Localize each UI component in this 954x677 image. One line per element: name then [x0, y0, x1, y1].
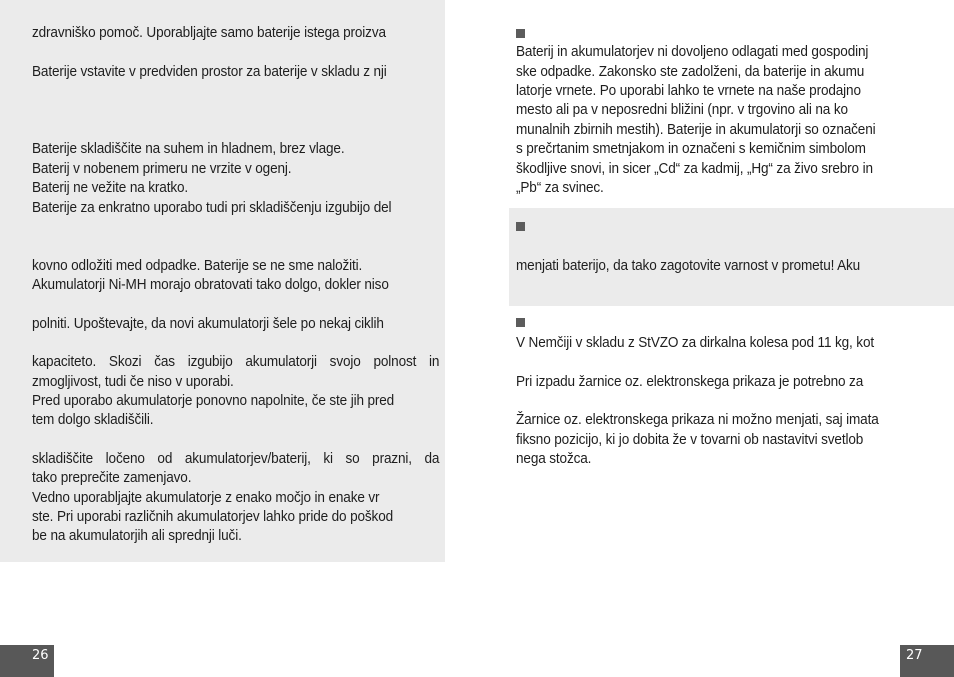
left-line: Baterije skladiščite na suhem in hladnem, brez vlage.: [32, 141, 345, 157]
left-line: tem dolgo skladiščili.: [32, 412, 154, 428]
right-line: mesto ali pa v neposredni bližini (npr. v trgovino ali na ko: [516, 102, 848, 118]
left-line: Baterije vstavite v predviden prostor za baterije v skladu z nji: [32, 64, 387, 80]
right-line: Pri izpadu žarnice oz. elektronskega prikaza je potrebno za: [516, 374, 864, 390]
left-line: Baterij v nobenem primeru ne vrzite v ogenj.: [32, 161, 292, 177]
left-line: Vedno uporabljajte akumulatorje z enako močjo in enake vr: [32, 490, 380, 506]
right-line: menjati baterijo, da tako zagotovite varnost v prometu! Aku: [516, 258, 861, 274]
left-line: Pred uporabo akumulatorje ponovno napolnite, če ste jih pred: [32, 393, 395, 409]
right-line: nega stožca.: [516, 451, 592, 467]
right-line: s prečrtanim smetnjakom in označeni s kemičnim simbolom: [516, 141, 866, 157]
left-line: Baterije za enkratno uporabo tudi pri skladiščenju izgubijo del: [32, 200, 392, 216]
left-line: skladiščite ločeno od akumulatorjev/baterij, ki so prazni, da: [32, 451, 440, 467]
right-line: škodljive snovi, in sicer „Cd“ za kadmij, „Hg“ za živo srebro in: [516, 161, 873, 177]
page-number-box: [900, 645, 954, 677]
left-line: ste. Pri uporabi različnih akumulatorjev lahko pride do poškod: [32, 509, 394, 525]
square-bullet-icon: [516, 318, 525, 327]
left-line: zdravniško pomoč. Uporabljajte samo baterije istega proizva: [32, 25, 386, 41]
left-line: tako preprečite zamenjavo.: [32, 470, 192, 486]
page-number: 26: [32, 648, 49, 663]
left-line: kovno odložiti med odpadke. Baterije se ne sme naložiti.: [32, 258, 363, 274]
right-line: V Nemčiji v skladu z StVZO za dirkalna kolesa pod 11 kg, kot: [516, 335, 874, 351]
right-line: „Pb“ za svinec.: [516, 180, 604, 196]
square-bullet-icon: [516, 29, 525, 38]
right-line: munalnih zbirnih mestih). Baterije in akumulatorji so označeni: [516, 122, 876, 138]
page-number: 27: [906, 648, 923, 663]
left-line: polniti. Upoštevajte, da novi akumulatorji šele po nekaj ciklih: [32, 316, 384, 332]
left-line: kapaciteto. Skozi čas izgubijo akumulatorji svojo polnost in: [32, 354, 440, 370]
right-line: Baterij in akumulatorjev ni dovoljeno odlagati med gospodinj: [516, 44, 869, 60]
right-line: latorje vrnete. Po uporabi lahko te vrnete na naše prodajno: [516, 83, 861, 99]
right-line: Žarnice oz. elektronskega prikaza ni možno menjati, saj imata: [516, 412, 879, 428]
left-line: Akumulatorji Ni-MH morajo obratovati tako dolgo, dokler niso: [32, 277, 389, 293]
left-line: zmogljivost, tudi če niso v uporabi.: [32, 374, 234, 390]
left-line: Baterij ne vežite na kratko.: [32, 180, 189, 196]
page-number-box: [0, 645, 54, 677]
right-line: fiksno pozicijo, ki jo dobita že v tovarni ob nastavitvi svetlob: [516, 432, 864, 448]
right-line: ske odpadke. Zakonsko ste zadolženi, da baterije in akumu: [516, 64, 865, 80]
square-bullet-icon: [516, 222, 525, 231]
left-line: be na akumulatorjih ali sprednji luči.: [32, 528, 242, 544]
